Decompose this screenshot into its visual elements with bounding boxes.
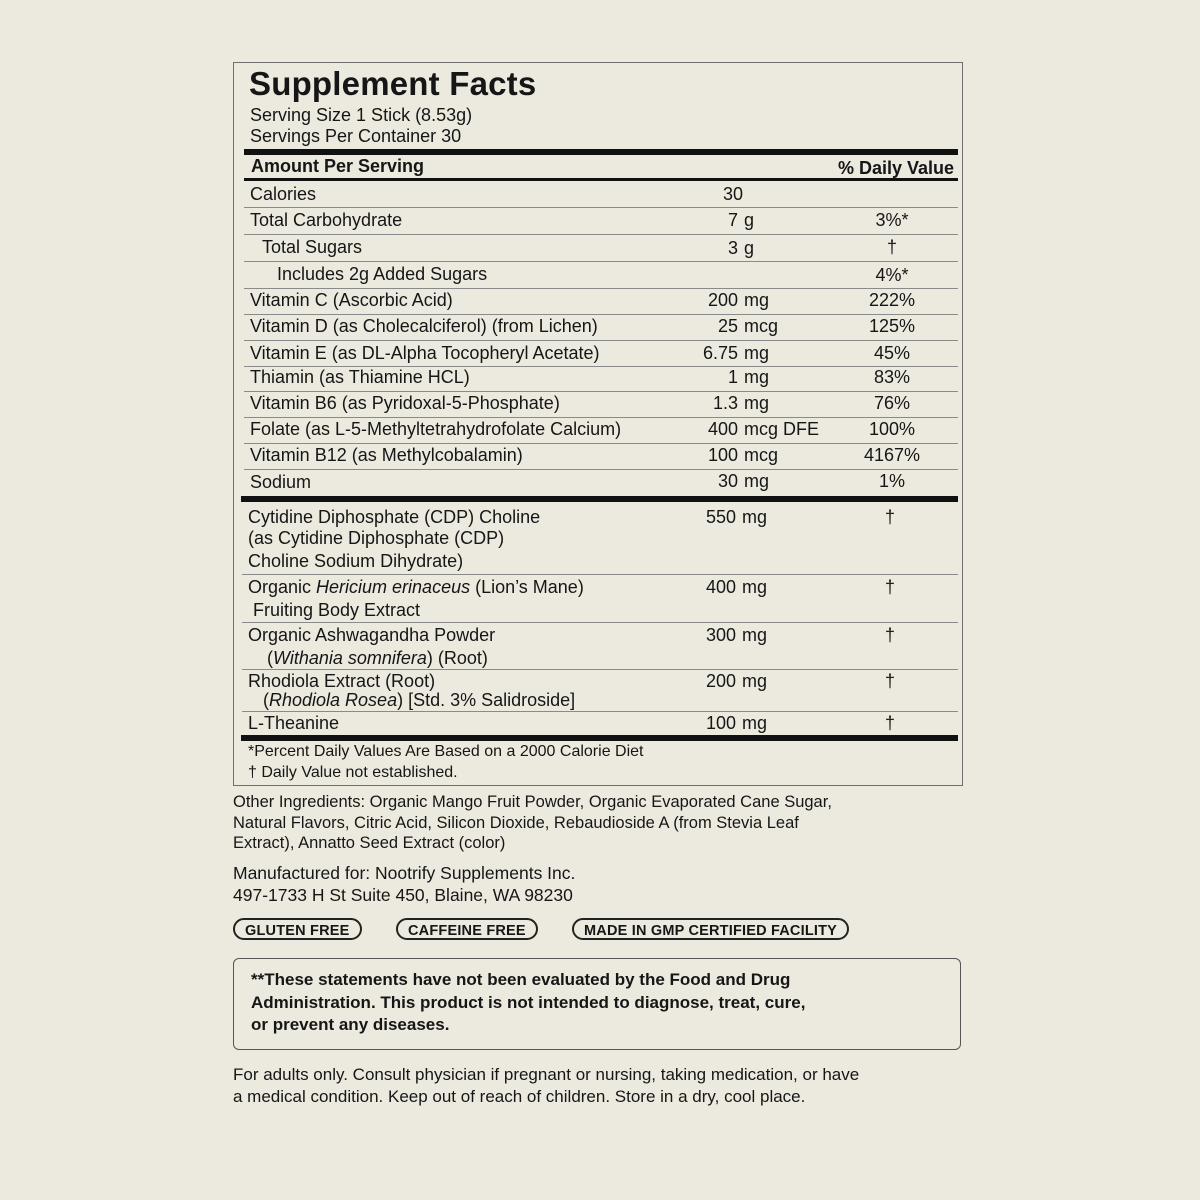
other-ingredients-line: Natural Flavors, Citric Acid, Silicon Dioxide, Rebaudioside A (from Stevia Leaf xyxy=(233,813,799,832)
ingredient-amount: 100 xyxy=(705,713,736,733)
nutrient-name: Thiamin (as Thiamine HCL) xyxy=(250,367,470,387)
ingredient-name-line: Organic Hericium erinaceus (Lion’s Mane) xyxy=(248,577,584,597)
table-row xyxy=(244,470,958,495)
ingredient-dv: † xyxy=(884,713,895,733)
nutrient-dv: 1% xyxy=(878,471,905,491)
ingredient-unit: mg xyxy=(742,713,768,733)
nutrient-unit: mcg xyxy=(744,316,779,336)
table-row xyxy=(242,504,958,575)
table-row xyxy=(244,392,958,418)
ingredient-name-line: Fruiting Body Extract xyxy=(253,600,421,620)
footnote-daily-values: *Percent Daily Values Are Based on a 2000 Calorie Diet xyxy=(248,743,644,760)
nutrient-dv: 45% xyxy=(873,343,911,363)
table-row xyxy=(244,341,958,367)
nutrient-name: Sodium xyxy=(250,472,312,492)
ingredient-name-line: Organic Ashwagandha Powder xyxy=(248,625,496,645)
table-row xyxy=(242,623,958,670)
supplement-facts-panel xyxy=(233,62,963,786)
table-row xyxy=(242,575,958,623)
table-row xyxy=(242,712,958,734)
nutrient-unit: mg xyxy=(744,367,770,387)
nutrient-unit: mg xyxy=(744,343,770,363)
nutrient-dv: 76% xyxy=(873,393,911,413)
table-row xyxy=(244,181,958,208)
nutrient-name: Vitamin E (as DL-Alpha Tocopheryl Acetate) xyxy=(250,343,600,363)
servings-per-container: Servings Per Container 30 xyxy=(250,126,462,146)
nutrient-dv: 83% xyxy=(873,367,911,387)
nutrient-dv: 3%* xyxy=(875,210,909,230)
nutrient-amount: 7 xyxy=(727,210,738,230)
nutrient-name: Calories xyxy=(250,184,317,204)
ingredient-unit: mg xyxy=(742,507,768,527)
table-row xyxy=(244,367,958,392)
nutrient-name: Total Carbohydrate xyxy=(250,210,403,230)
ingredient-unit: mg xyxy=(742,671,768,691)
panel-title: Supplement Facts xyxy=(249,65,537,102)
ingredient-dv: † xyxy=(884,577,895,597)
nutrient-unit: mg xyxy=(744,393,770,413)
table-row xyxy=(244,208,958,235)
ingredient-unit: mg xyxy=(742,625,768,645)
nutrient-unit: mg xyxy=(744,471,770,491)
table-row xyxy=(244,315,958,341)
gmp-facility-badge: MADE IN GMP CERTIFIED FACILITY xyxy=(572,918,849,940)
nutrient-unit: g xyxy=(744,238,755,258)
ingredient-amount: 200 xyxy=(705,671,736,691)
nutrient-name: Total Sugars xyxy=(262,237,363,257)
amount-per-serving-header: Amount Per Serving xyxy=(251,156,425,176)
nutrient-amount: 30 xyxy=(722,184,743,204)
nutrient-name: Vitamin B12 (as Methylcobalamin) xyxy=(250,445,523,465)
manufacturer-name: Manufactured for: Nootrify Supplements Inc. xyxy=(233,863,576,883)
ingredient-dv: † xyxy=(884,671,895,691)
nutrient-amount: 6.75 xyxy=(702,343,738,363)
nutrient-unit: mg xyxy=(744,290,770,310)
ingredient-amount: 550 xyxy=(705,507,736,527)
table-row xyxy=(244,289,958,315)
nutrient-name: Vitamin C (Ascorbic Acid) xyxy=(250,290,453,310)
nutrient-amount: 1 xyxy=(727,367,738,387)
nutrient-unit: mcg xyxy=(744,445,779,465)
nutrient-amount: 3 xyxy=(727,238,738,258)
thick-divider xyxy=(244,149,958,155)
thick-divider xyxy=(241,735,958,741)
ingredient-name-line: (Rhodiola Rosea) [Std. 3% Salidroside] xyxy=(263,690,576,710)
footnote-not-established: † Daily Value not established. xyxy=(248,764,458,781)
nutrient-unit: mcg DFE xyxy=(744,419,820,439)
ingredient-name-line: L-Theanine xyxy=(248,713,340,733)
nutrient-dv: 4%* xyxy=(875,265,909,285)
serving-size: Serving Size 1 Stick (8.53g) xyxy=(250,105,473,125)
nutrient-name: Includes 2g Added Sugars xyxy=(277,264,488,284)
ingredient-dv: † xyxy=(884,625,895,645)
nutrient-name: Folate (as L-5-Methyltetrahydrofolate Calcium) xyxy=(250,419,622,439)
caffeine-free-badge: CAFFEINE FREE xyxy=(396,918,538,940)
nutrient-amount: 1.3 xyxy=(712,393,738,413)
nutrient-amount: 400 xyxy=(707,419,738,439)
manufacturer-info xyxy=(233,862,575,906)
manufacturer-address: 497-1733 H St Suite 450, Blaine, WA 98230 xyxy=(233,885,573,905)
nutrient-amount: 25 xyxy=(717,316,738,336)
table-row xyxy=(244,235,958,262)
nutrient-amount: 100 xyxy=(707,445,738,465)
ingredient-name-line: Rhodiola Extract (Root) xyxy=(248,671,436,691)
nutrient-dv: 4167% xyxy=(863,445,921,465)
nutrient-dv: 222% xyxy=(868,290,916,310)
table-row xyxy=(244,444,958,470)
fda-disclaimer-text: **These statements have not been evaluated by the Food and Drug Administration. This product is not intended to diagnose, treat, cure, or prevent any diseases. xyxy=(251,970,806,1034)
ingredient-unit: mg xyxy=(742,577,768,597)
nutrient-dv: 100% xyxy=(868,419,916,439)
ingredient-name-line: Cytidine Diphosphate (CDP) Choline xyxy=(248,507,541,527)
nutrient-name: Vitamin D (as Cholecalciferol) (from Lichen) xyxy=(250,316,598,336)
ingredient-name-line: Choline Sodium Dihydrate) xyxy=(248,551,464,571)
ingredient-amount: 400 xyxy=(705,577,736,597)
ingredient-name-line: (Withania somnifera) (Root) xyxy=(267,648,488,668)
table-row xyxy=(242,670,958,712)
nutrient-amount: 30 xyxy=(717,471,738,491)
daily-value-header: % Daily Value xyxy=(837,158,954,178)
ingredient-name-line: (as Cytidine Diphosphate (CDP) xyxy=(248,528,505,548)
nutrient-dv: 125% xyxy=(868,316,916,336)
thick-divider xyxy=(241,496,958,502)
table-row xyxy=(244,418,958,444)
warning-line: a medical condition. Keep out of reach of children. Store in a dry, cool place. xyxy=(233,1087,806,1106)
nutrient-unit: g xyxy=(744,210,755,230)
gluten-free-badge: GLUTEN FREE xyxy=(233,918,362,940)
other-ingredients-line: Extract), Annatto Seed Extract (color) xyxy=(233,834,506,852)
warning-line: For adults only. Consult physician if pregnant or nursing, taking medication, or have xyxy=(233,1065,860,1084)
table-row xyxy=(244,262,958,289)
fda-disclaimer-box xyxy=(233,958,961,1050)
nutrient-name: Vitamin B6 (as Pyridoxal-5-Phosphate) xyxy=(250,393,560,413)
nutrient-amount: 200 xyxy=(707,290,738,310)
ingredient-amount: 300 xyxy=(705,625,736,645)
other-ingredients-line: Other Ingredients: Organic Mango Fruit Powder, Organic Evaporated Cane Sugar, xyxy=(233,793,832,811)
other-ingredients xyxy=(233,792,832,854)
nutrient-dv: † xyxy=(886,237,897,257)
ingredient-dv: † xyxy=(884,507,895,527)
warning-text xyxy=(233,1064,859,1108)
